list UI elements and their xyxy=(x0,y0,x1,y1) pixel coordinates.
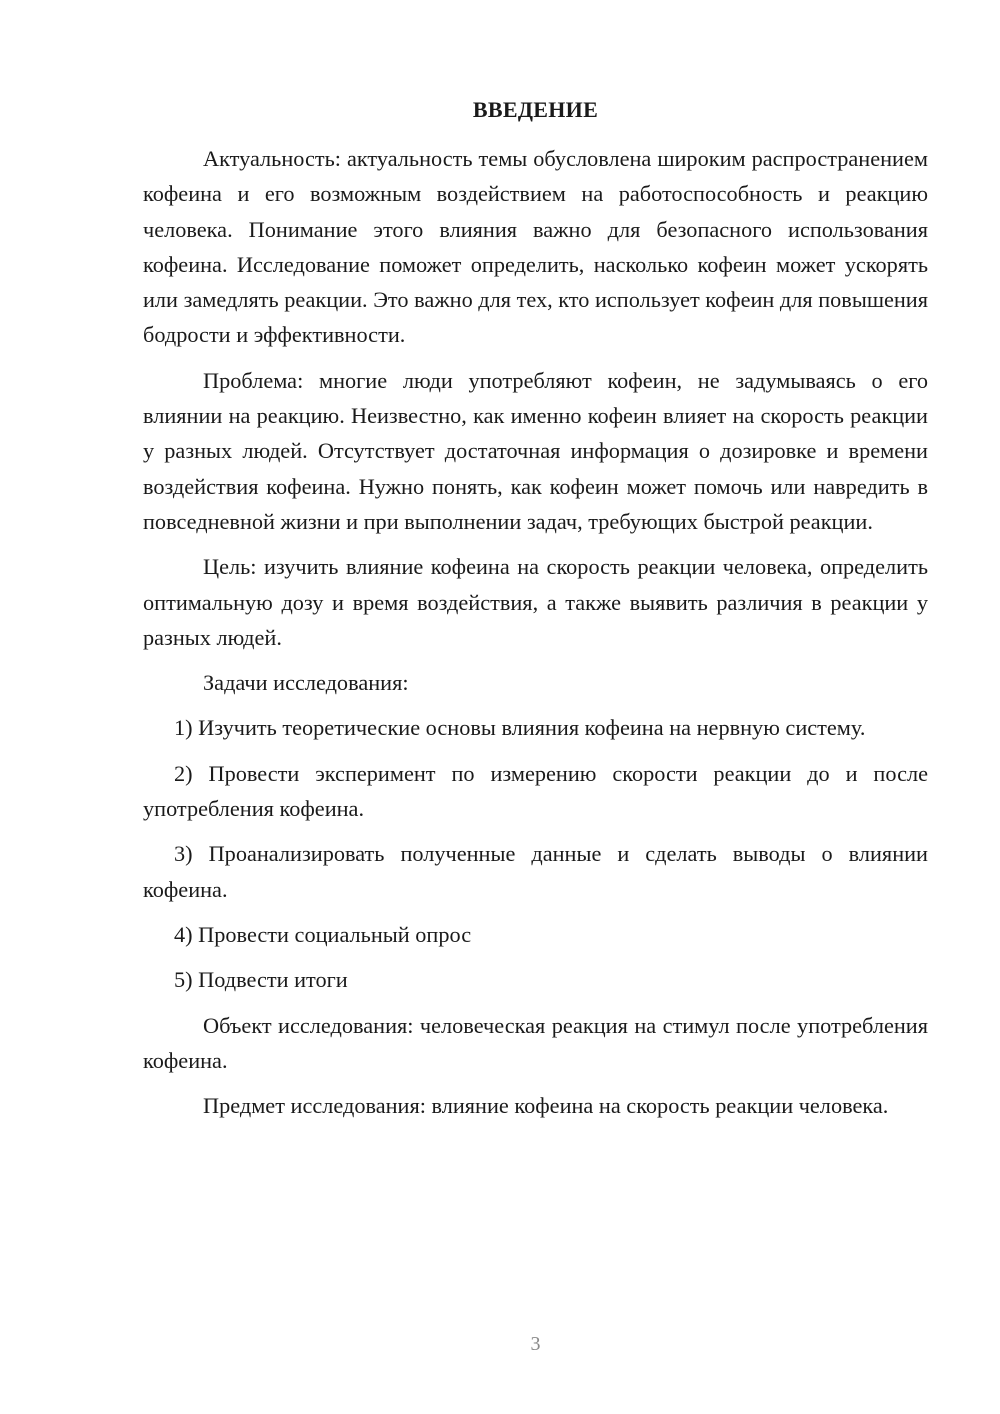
page-number: 3 xyxy=(530,1333,541,1355)
paragraph-subject: Предмет исследования: влияние кофеина на скорость реакции человека. xyxy=(203,1093,889,1119)
document-body xyxy=(143,141,928,1133)
task-item-2: 2) Провести эксперимент по измерению скорости реакции до и после употребления кофеина. xyxy=(143,760,928,822)
paragraph-goal: Цель: изучить влияние кофеина на скорость реакции человека, определить оптимальную дозу и время воздействия, а также выявить различия в реакции у разных людей. xyxy=(143,554,928,650)
document-page xyxy=(143,0,928,1414)
paragraph-problem: Проблема: многие люди употребляют кофеин, не задумываясь о его влиянии на реакцию. Неизвестно, как именно кофеин влияет на скорость реакции у разных людей. Отсутствует достаточная информация о дозировке и времени воздействия кофеина. Нужно понять, как кофеин может помочь или навредить в повседневной жизни и при выполнении задач, требующих быстрой реакции. xyxy=(143,367,928,534)
paragraph-object: Объект исследования: человеческая реакция на стимул после употребления кофеина. xyxy=(143,1012,928,1073)
page-title: ВВЕДЕНИЕ xyxy=(472,97,599,122)
task-item-4: 4) Провести социальный опрос xyxy=(174,921,472,947)
task-item-3: 3) Проанализировать полученные данные и сделать выводы о влиянии кофеина. xyxy=(143,841,928,902)
task-item-5: 5) Подвести итоги xyxy=(174,967,348,993)
paragraph-relevance: Актуальность: актуальность темы обусловлена широким распространением кофеина и его возможным воздействием на работоспособность и реакцию человека. Понимание этого влияния важно для безопасного использования кофеина. Исследование поможет определить, насколько кофеин может ускорять или замедлять реакции. Это важно для тех, кто использует кофеин для повышения бодрости и эффективности. xyxy=(143,146,928,348)
tasks-heading: Задачи исследования: xyxy=(203,670,409,696)
task-item-1: 1) Изучить теоретические основы влияния кофеина на нервную систему. xyxy=(174,715,866,741)
